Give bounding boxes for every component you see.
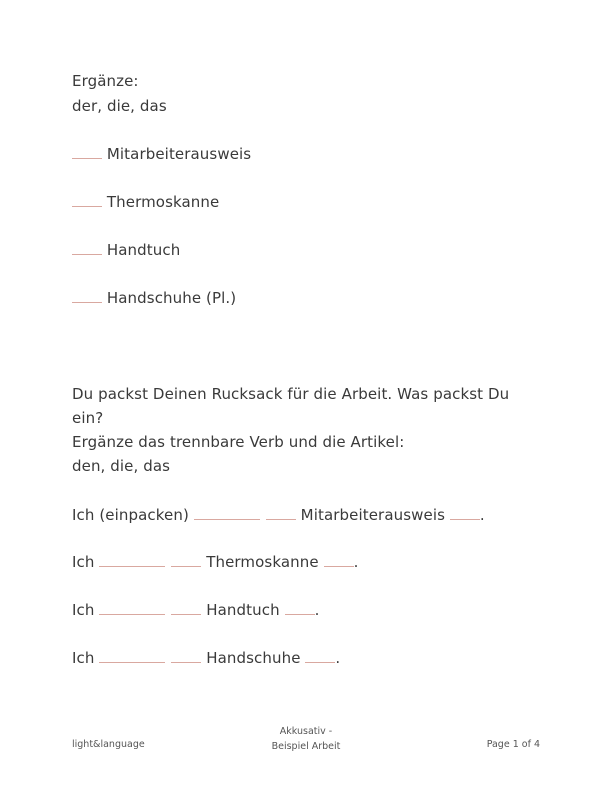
exercise-item [72,193,219,211]
sentence-subject: Ich [72,506,95,524]
sentence-noun: Mitarbeiterausweis [300,506,446,524]
sentence-end: . [335,649,341,667]
item-noun: Mitarbeiterausweis [106,145,252,163]
sentence-end: . [479,506,485,524]
particle-blank[interactable] [324,554,354,567]
sentence-row [72,553,358,571]
section2-articles: den, die, das [72,457,171,475]
section1-instruction: Ergänze: [72,72,139,90]
verb-blank[interactable] [194,507,260,520]
article-blank[interactable] [72,194,102,207]
verb-hint: (einpacken) [99,506,189,524]
sentence-subject: Ich [72,553,95,571]
sentence-noun: Handschuhe [206,649,301,667]
sentence-subject: Ich [72,649,95,667]
article-blank[interactable] [266,507,296,520]
sentence-noun: Handtuch [206,601,280,619]
footer-topic [256,724,356,754]
exercise-item [72,145,251,163]
particle-blank[interactable] [285,602,315,615]
section2-question-line1: Du packst Deinen Rucksack für die Arbeit. Was packst Du [72,385,510,403]
footer-brand: light&language [72,739,145,750]
article-blank[interactable] [171,554,201,567]
article-blank[interactable] [171,650,201,663]
exercise-item [72,241,180,259]
exercise-item [72,289,236,307]
verb-blank[interactable] [99,554,165,567]
footer-topic-line2: Beispiel Arbeit [271,741,341,752]
footer-topic-line1: Akkusativ - [279,726,333,737]
section2-instruction: Ergänze das trennbare Verb und die Artikel: [72,433,405,451]
item-noun: Thermoskanne [106,193,220,211]
sentence-row [72,601,319,619]
page-number: Page 1 of 4 [486,739,540,750]
article-blank[interactable] [171,602,201,615]
sentence-subject: Ich [72,601,95,619]
sentence-row [72,506,485,524]
sentence-end: . [353,553,359,571]
section1-articles: der, die, das [72,97,167,115]
article-blank[interactable] [72,146,102,159]
particle-blank[interactable] [305,650,335,663]
sentence-end: . [314,601,320,619]
sentence-row [72,649,340,667]
section2-question-line2: ein? [72,409,104,427]
verb-blank[interactable] [99,602,165,615]
item-noun: Handschuhe (Pl.) [106,289,237,307]
sentence-noun: Thermoskanne [206,553,319,571]
item-noun: Handtuch [106,241,181,259]
article-blank[interactable] [72,290,102,303]
verb-blank[interactable] [99,650,165,663]
article-blank[interactable] [72,242,102,255]
particle-blank[interactable] [450,507,480,520]
